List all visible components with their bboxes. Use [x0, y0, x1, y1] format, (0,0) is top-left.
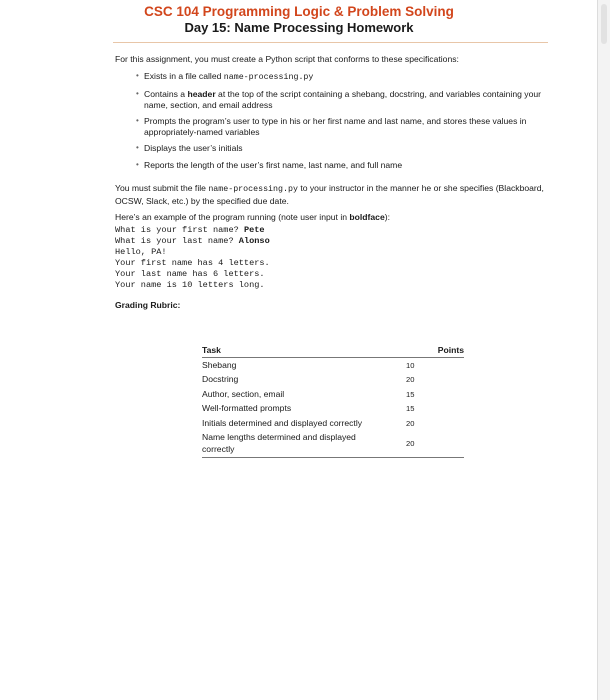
bullet-icon: • [136, 70, 139, 80]
spec-item-initials: • Displays the user’s initials [136, 143, 243, 153]
points-cell: 15 [406, 404, 415, 413]
points-cell: 20 [384, 431, 464, 458]
spec-item-lengths: • Reports the length of the user’s first name, last name, and full name [136, 159, 403, 170]
grading-rubric-table [202, 344, 464, 458]
table-header-row [202, 344, 464, 358]
table-row [202, 431, 464, 458]
specification-list [115, 71, 555, 171]
bullet-icon: • [136, 143, 139, 152]
filename-code: name-processing.py [208, 185, 298, 194]
points-cell: 20 [406, 418, 415, 428]
document-subtitle: Day 15: Name Processing Homework [184, 20, 414, 35]
code-line: What is your last name? Alonso [115, 235, 270, 246]
spec-item-header: • Contains a header at the top of the script containing a shebang, docstring, and variables containing your name, section, and email address [136, 89, 542, 110]
task-cell: Name lengths determined and displayed correctly [202, 431, 384, 458]
table-row [202, 358, 464, 373]
document-title: CSC 104 Programming Logic & Problem Solving [144, 4, 454, 19]
task-cell: Well-formatted prompts [202, 403, 292, 413]
document-body [115, 54, 555, 310]
code-line: Hello, PA! [115, 246, 167, 257]
bullet-icon: • [136, 89, 139, 98]
filename-code: name-processing.py [223, 72, 314, 82]
code-line: What is your first name? Pete [115, 224, 265, 235]
example-intro: Here’s an example of the program running (note user input in boldface): [115, 212, 390, 222]
example-output [115, 225, 555, 291]
table-row [202, 373, 464, 388]
task-cell: Author, section, email [202, 388, 285, 399]
rubric-label: Grading Rubric: [115, 299, 181, 310]
points-cell: 15 [406, 389, 415, 399]
points-cell: 20 [406, 375, 415, 384]
spec-item-file: • Exists in a file called name-processing.py [136, 70, 314, 82]
bullet-icon: • [136, 116, 139, 125]
table-row [202, 416, 464, 431]
header-points: Points [384, 344, 464, 358]
submit-paragraph: You must submit the file name-processing.py to your instructor in the manner he or she specifies (Blackboard, OCSW, Slack, etc.) by the specified due date. [115, 183, 544, 206]
title-divider [113, 42, 548, 43]
points-cell: 10 [406, 360, 415, 370]
bullet-icon: • [136, 159, 139, 169]
task-cell: Initials determined and displayed correctly [202, 417, 363, 428]
code-line: Your name is 10 letters long. [115, 279, 265, 290]
task-cell: Docstring [202, 374, 239, 384]
spec-item-prompts: • Prompts the program’s user to type in his or her first name and last name, and stores these values in appropriately-named variables [136, 116, 527, 137]
code-line: Your first name has 4 letters. [115, 257, 270, 268]
intro-paragraph: For this assignment, you must create a Python script that conforms to these specifications: [115, 54, 459, 64]
table-row [202, 402, 464, 417]
scrollbar[interactable] [597, 0, 610, 700]
task-cell: Shebang [202, 359, 237, 370]
table-row [202, 387, 464, 402]
header-task: Task [202, 344, 384, 358]
code-line: Your last name has 6 letters. [115, 268, 265, 279]
